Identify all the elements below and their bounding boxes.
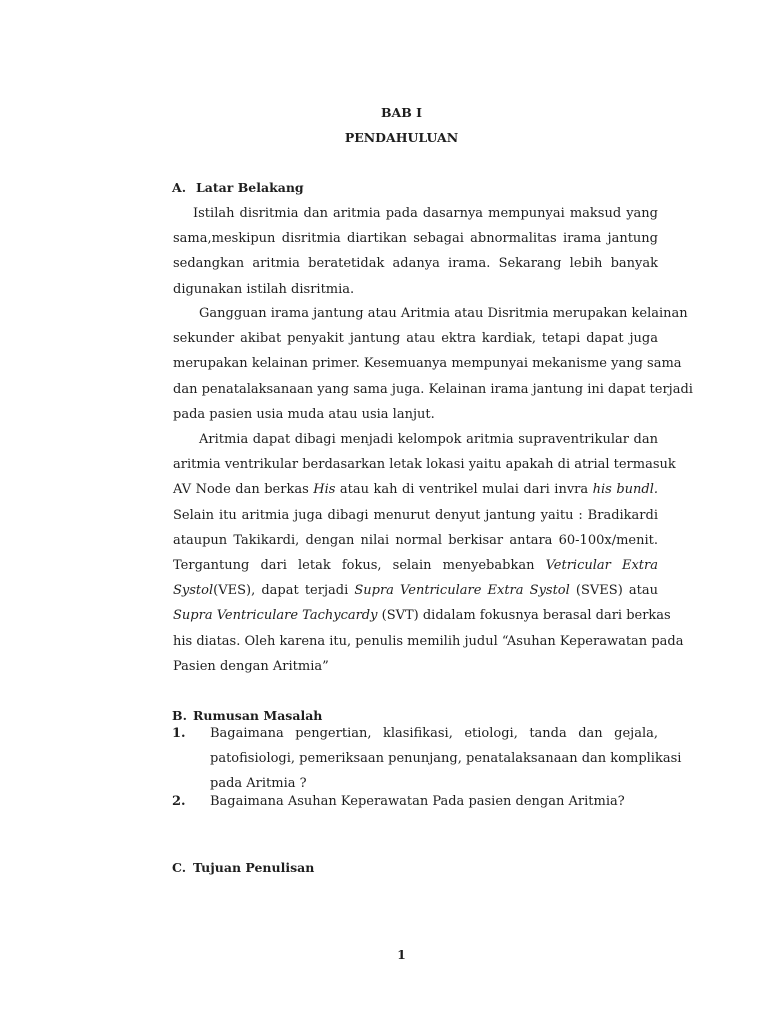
paragraph-line: sama,meskipun disritmia diartikan sebagai abnormalitas irama jantung [173, 231, 658, 247]
paragraph-line: sekunder akibat penyakit jantung atau ektra kardiak, tetapi dapat juga [173, 331, 658, 347]
chapter-title: PENDAHULUAN [344, 130, 459, 145]
paragraph-line [173, 477, 658, 502]
paragraph-line: sedangkan aritmia beratetidak adanya irama. Sekarang lebih banyak [173, 256, 658, 272]
italic-term: Vetricular Extra [545, 558, 658, 574]
paragraph-line: ataupun Takikardi, dengan nilai normal berkisar antara 60-100x/menit. [173, 532, 658, 548]
page-number: 1 [397, 947, 406, 962]
text-run: Tergantung dari letak fokus, selain menyebabkan [173, 558, 546, 574]
paragraph-line: pada pasien usia muda atau usia lanjut. [173, 406, 435, 422]
section-a-letter: A. [172, 180, 187, 195]
italic-term-his-bundl: his bundl. [592, 482, 659, 498]
paragraph-line: dan penatalaksanaan yang sama juga. Kelainan irama jantung ini dapat terjadi [173, 381, 693, 397]
section-c-title: Tujuan Penulisan [193, 860, 315, 875]
paragraph-line [173, 603, 671, 628]
paragraph-line: Aritmia dapat dibagi menjadi kelompok aritmia supraventrikular dan [199, 432, 658, 447]
paragraph-line: merupakan kelainan primer. Kesemuanya mempunyai mekanisme yang sama [173, 356, 682, 372]
list-item-line: Bagaimana pengertian, klasifikasi, etiologi, tanda dan gejala, [210, 726, 658, 741]
paragraph-1 [173, 201, 658, 302]
section-c-heading [172, 860, 314, 875]
section-b-title: Rumusan Masalah [193, 708, 323, 723]
list-item [172, 721, 682, 796]
section-a-heading [172, 180, 304, 195]
paragraph-line [173, 578, 658, 603]
section-a-title: Latar Belakang [196, 180, 304, 195]
italic-term-his: His [313, 482, 336, 498]
italic-term: Systol [173, 583, 214, 599]
paragraph-line: digunakan istilah disritmia. [173, 281, 355, 297]
section-b-letter: B. [172, 708, 187, 723]
chapter-number: BAB I [380, 105, 423, 120]
paragraph-2 [173, 301, 693, 427]
paragraph-line: Istilah disritmia dan aritmia pada dasarnya mempunyai maksud yang [193, 206, 658, 221]
paragraph-line: aritmia ventrikular berdasarkan letak lokasi yaitu apakah di atrial termasuk [173, 457, 676, 473]
list-item-line: pada Aritmia ? [210, 776, 307, 791]
section-c-letter: C. [172, 860, 187, 875]
list-number: 1. [172, 726, 186, 741]
paragraph-3 [173, 427, 684, 679]
italic-term: Supra Ventriculare Tachycardy [173, 608, 378, 624]
text-run: AV Node dan berkas [173, 482, 314, 498]
text-run: (SVES) atau [569, 583, 658, 599]
text-run: (VES), dapat terjadi [213, 583, 355, 599]
list-number: 2. [172, 794, 186, 809]
text-run: atau kah di ventrikel mulai dari invra [335, 482, 593, 498]
paragraph-line [173, 553, 658, 578]
list-item [172, 789, 658, 814]
paragraph-line: Selain itu aritmia juga dibagi menurut denyut jantung yaitu : Bradikardi [173, 507, 658, 523]
paragraph-line: Gangguan irama jantung atau Aritmia atau Disritmia merupakan kelainan [199, 306, 688, 321]
list-item-line: Bagaimana Asuhan Keperawatan Pada pasien dengan Aritmia? [210, 794, 625, 809]
paragraph-line: his diatas. Oleh karena itu, penulis memilih judul “Asuhan Keperawatan pada [173, 633, 684, 649]
text-run: (SVT) didalam fokusnya berasal dari berkas [377, 608, 671, 624]
problem-list [172, 721, 682, 814]
paragraph-line: Pasien dengan Aritmia” [173, 658, 329, 674]
list-item-line: patofisiologi, pemeriksaan penunjang, penatalaksanaan dan komplikasi [210, 751, 682, 766]
italic-term: Supra Ventriculare Extra Systol [354, 583, 570, 599]
